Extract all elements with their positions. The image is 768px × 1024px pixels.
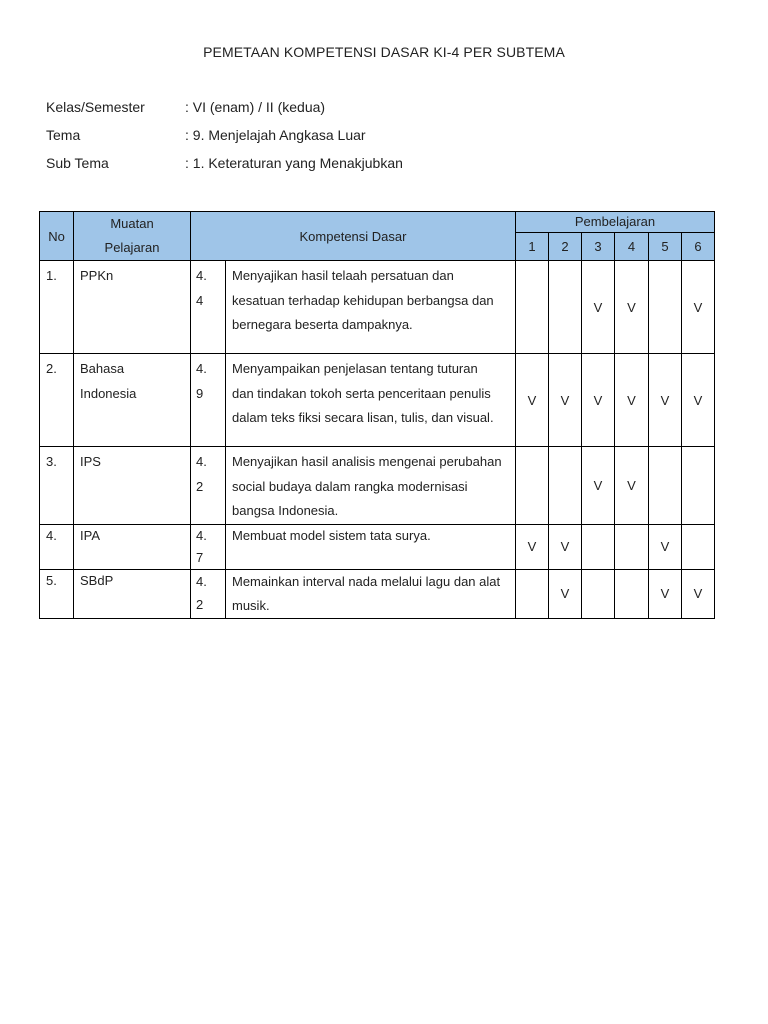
row-mark xyxy=(516,569,549,618)
row-mark: V xyxy=(516,524,549,569)
row-mark: V xyxy=(549,354,582,447)
header-no: No xyxy=(40,212,74,261)
row-kd-text: Menyampaikan penjelasan tentang tuturan dan tindakan tokoh serta penceritaan penulis dalam teks fiksi secara lisan, tulis, dan visual. xyxy=(226,354,516,447)
row-mark xyxy=(615,569,649,618)
meta-value: : VI (enam) / II (kedua) xyxy=(185,99,326,115)
row-muatan: IPA xyxy=(74,524,191,569)
row-kd-text: Membuat model sistem tata surya. xyxy=(226,524,516,569)
header-pembelajaran-number: 1 xyxy=(516,232,549,260)
row-mark: V xyxy=(582,447,615,525)
header-pembelajaran-number: 3 xyxy=(582,232,615,260)
header-muatan-line2: Pelajaran xyxy=(104,240,160,255)
row-kd-text: Memainkan interval nada melalui lagu dan alat musik. xyxy=(226,569,516,618)
meta-value: : 9. Menjelajah Angkasa Luar xyxy=(185,127,366,143)
row-kd-code: 4. 9 xyxy=(191,354,226,447)
meta-label: Sub Tema xyxy=(46,155,109,171)
row-mark xyxy=(582,569,615,618)
row-mark: V xyxy=(649,354,682,447)
row-mark: V xyxy=(682,354,715,447)
row-muatan: Bahasa Indonesia xyxy=(74,354,191,447)
row-mark xyxy=(516,261,549,354)
row-no: 1. xyxy=(40,261,74,354)
row-no: 3. xyxy=(40,447,74,525)
row-muatan: SBdP xyxy=(74,569,191,618)
row-kd-text: Menyajikan hasil telaah persatuan dan kesatuan terhadap kehidupan berbangsa dan bernegara beserta dampaknya. xyxy=(226,261,516,354)
header-pembelajaran-number: 6 xyxy=(682,232,715,260)
header-muatan xyxy=(74,212,191,261)
row-kd-code: 4. 7 xyxy=(191,524,226,569)
table-row xyxy=(40,569,715,618)
row-mark: V xyxy=(615,354,649,447)
meta-label: Kelas/Semester xyxy=(46,99,145,115)
row-mark xyxy=(549,261,582,354)
header-pembelajaran-number: 4 xyxy=(615,232,649,260)
kompetensi-table xyxy=(39,211,715,619)
row-mark xyxy=(615,524,649,569)
row-mark: V xyxy=(516,354,549,447)
row-mark xyxy=(516,447,549,525)
row-mark: V xyxy=(615,447,649,525)
row-mark: V xyxy=(582,354,615,447)
row-no: 4. xyxy=(40,524,74,569)
table-row xyxy=(40,354,715,447)
row-kd-text: Menyajikan hasil analisis mengenai perubahan social budaya dalam rangka modernisasi bangsa Indonesia. xyxy=(226,447,516,525)
page-title: PEMETAAN KOMPETENSI DASAR KI-4 PER SUBTEMA xyxy=(203,44,565,60)
row-mark: V xyxy=(549,569,582,618)
row-mark: V xyxy=(649,569,682,618)
row-mark xyxy=(682,524,715,569)
header-pembelajaran-number: 5 xyxy=(649,232,682,260)
row-kd-code: 4. 2 xyxy=(191,447,226,525)
row-mark xyxy=(649,447,682,525)
header-pembelajaran-number: 2 xyxy=(549,232,582,260)
row-muatan: IPS xyxy=(74,447,191,525)
row-no: 2. xyxy=(40,354,74,447)
row-mark xyxy=(682,447,715,525)
row-mark xyxy=(549,447,582,525)
row-kd-code: 4. 4 xyxy=(191,261,226,354)
row-mark xyxy=(649,261,682,354)
row-muatan: PPKn xyxy=(74,261,191,354)
row-mark: V xyxy=(549,524,582,569)
row-mark: V xyxy=(582,261,615,354)
row-mark: V xyxy=(682,569,715,618)
row-mark xyxy=(582,524,615,569)
header-pembelajaran: Pembelajaran xyxy=(516,212,715,233)
row-mark: V xyxy=(649,524,682,569)
row-kd-code: 4. 2 xyxy=(191,569,226,618)
meta-label: Tema xyxy=(46,127,81,143)
row-mark: V xyxy=(682,261,715,354)
row-mark: V xyxy=(615,261,649,354)
row-no: 5. xyxy=(40,569,74,618)
meta-value: : 1. Keteraturan yang Menakjubkan xyxy=(185,155,403,171)
table-row xyxy=(40,447,715,525)
table-row xyxy=(40,261,715,354)
header-kompetensi: Kompetensi Dasar xyxy=(191,212,516,261)
table-row xyxy=(40,524,715,569)
header-muatan-line1: Muatan xyxy=(110,216,154,231)
